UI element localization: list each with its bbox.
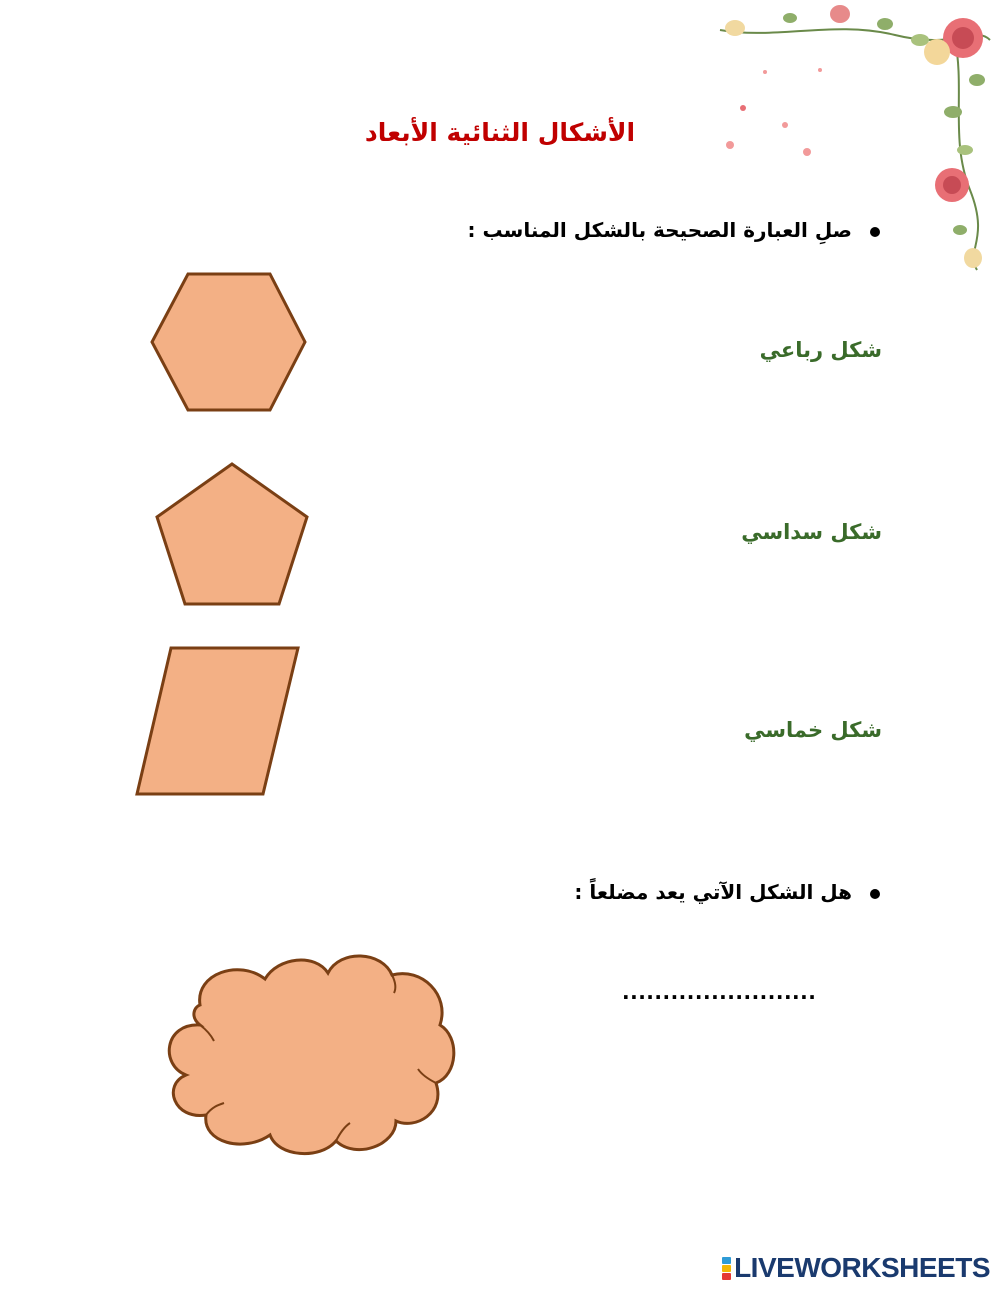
instruction-match <box>468 218 880 242</box>
question-polygon <box>574 880 880 904</box>
brand-text: LIVEWORKSHEETS <box>734 1252 990 1283</box>
pentagon-shape <box>152 460 312 610</box>
parallelogram-shape <box>133 644 303 798</box>
cloud-shape <box>160 945 460 1160</box>
bullet-icon <box>870 889 880 899</box>
answer-input[interactable]: ........................ <box>622 980 817 1004</box>
label-quadrilateral[interactable]: شكل رباعي <box>759 338 882 362</box>
liveworksheets-icon <box>722 1257 731 1280</box>
page-title: الأشكال الثنائية الأبعاد <box>364 118 636 147</box>
question-text: هل الشكل الآتي يعد مضلعاً : <box>574 880 852 904</box>
instruction-text: صلِ العبارة الصحيحة بالشكل المناسب : <box>467 218 852 242</box>
bullet-icon <box>870 227 880 237</box>
label-pentagon[interactable]: شكل خماسي <box>744 718 882 742</box>
label-hexagon[interactable]: شكل سداسي <box>741 520 882 544</box>
brand-logo <box>722 1252 990 1284</box>
hexagon-shape <box>148 270 310 414</box>
